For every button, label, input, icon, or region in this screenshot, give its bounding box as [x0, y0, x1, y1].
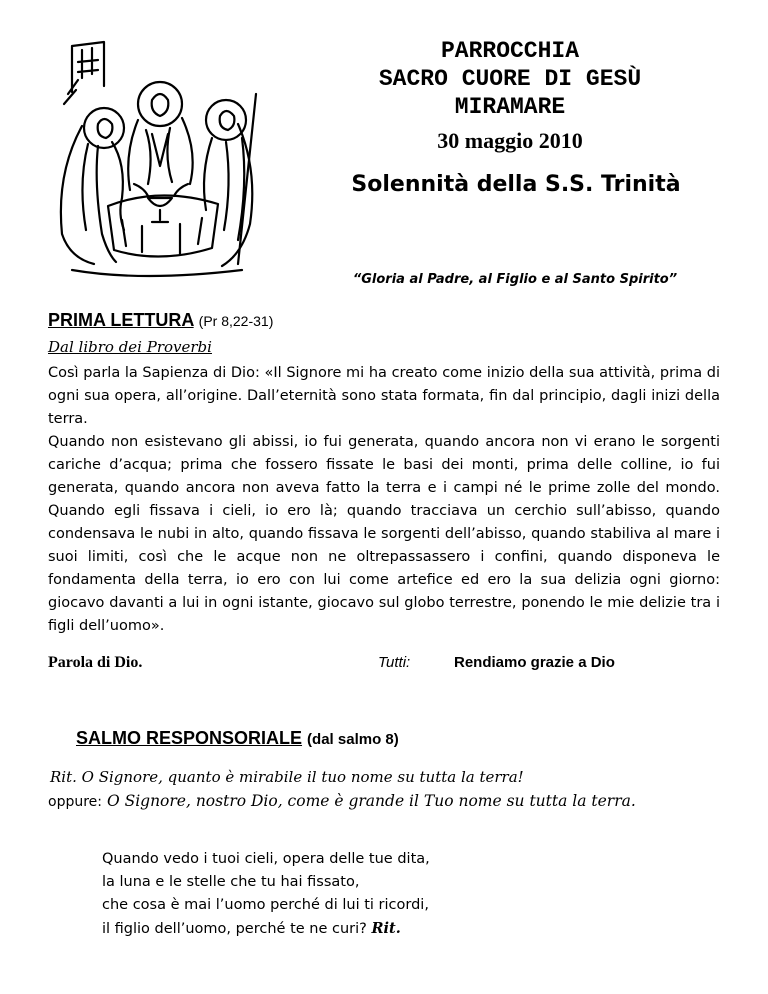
parola-di-dio: Parola di Dio.	[48, 654, 143, 671]
reading-closing	[48, 654, 720, 678]
alternativa-text: O Signore, nostro Dio, come è grande il Tuo nome su tutta la terra.	[106, 792, 636, 810]
header-quote: “Gloria al Padre, al Figlio e al Santo Spirito”	[352, 272, 678, 287]
page-title: Solennità della S.S. Trinità	[351, 172, 681, 197]
prima-lettura-source: Dal libro dei Proverbi	[48, 338, 212, 356]
verse-line: il figlio dell’uomo, perché te ne curi?	[102, 921, 367, 937]
tutti-label: Tutti:	[378, 654, 411, 671]
prima-lettura-title: PRIMA LETTURA	[48, 310, 194, 330]
assembly-response: Rendiamo grazie a Dio	[454, 654, 615, 671]
verse-line: la luna e le stelle che tu hai fissato,	[102, 874, 360, 890]
verse-line: Quando vedo i tuoi cieli, opera delle tue dita,	[102, 851, 430, 867]
reading-paragraph: Così parla la Sapienza di Dio: «Il Signore mi ha creato come inizio della sua attività, prima di ogni sua opera, all’origine. Dall’eternità sono stata formata, fin dal principio, dagli inizi della terra.	[48, 365, 720, 427]
oppure-label: oppure:	[48, 794, 102, 810]
bulletin-date: 30 maggio 2010	[437, 128, 583, 153]
salmo-alternativa	[48, 790, 688, 813]
prima-lettura-text	[48, 362, 720, 638]
salmo-verses	[102, 848, 430, 941]
salmo-title: SALMO RESPONSORIALE	[76, 728, 303, 748]
prima-lettura-reference: (Pr 8,22-31)	[198, 313, 274, 329]
parish-label: PARROCCHIA	[440, 38, 580, 64]
rit-tag: Rit.	[371, 920, 401, 937]
salmo-heading	[76, 728, 399, 749]
verse-line-last	[102, 917, 430, 941]
trinity-illustration-icon	[42, 34, 268, 282]
salmo-reference: (dal salmo 8)	[307, 731, 399, 748]
prima-lettura-heading	[48, 310, 273, 331]
parish-location: MIRAMARE	[454, 94, 566, 120]
verse-line: che cosa è mai l’uomo perché di lui ti ricordi,	[102, 897, 429, 913]
reading-paragraph: Quando non esistevano gli abissi, io fui generata, quando ancora non vi erano le sorgenti cariche d’acqua; prima che fossero fissate le basi dei monti, prima delle colline, io fui generata, quando ancora non aveva fatto la terra e i campi né le prime zolle del mondo. Quando egli fissava i cieli, io ero là; quando tracciava un cerchio sull’abisso, quando condensava le nubi in alto, quando fissava le sorgenti dell’abisso, quando stabiliva al mare i suoi limiti, così che le acque non ne oltrepassassero i confini, quando disponeva le fondamenta della terra, io ero con lui come artefice ed ero la sua delizia ogni giorno: giocavo davanti a lui in ogni istante, giocavo sul globo terrestre, ponendo le mie delizie tra i figli dell’uomo».	[48, 434, 720, 634]
parish-name: SACRO CUORE DI GESÙ	[378, 66, 642, 92]
salmo-ritornello: Rit. O Signore, quanto è mirabile il tuo nome su tutta la terra!	[50, 768, 524, 786]
